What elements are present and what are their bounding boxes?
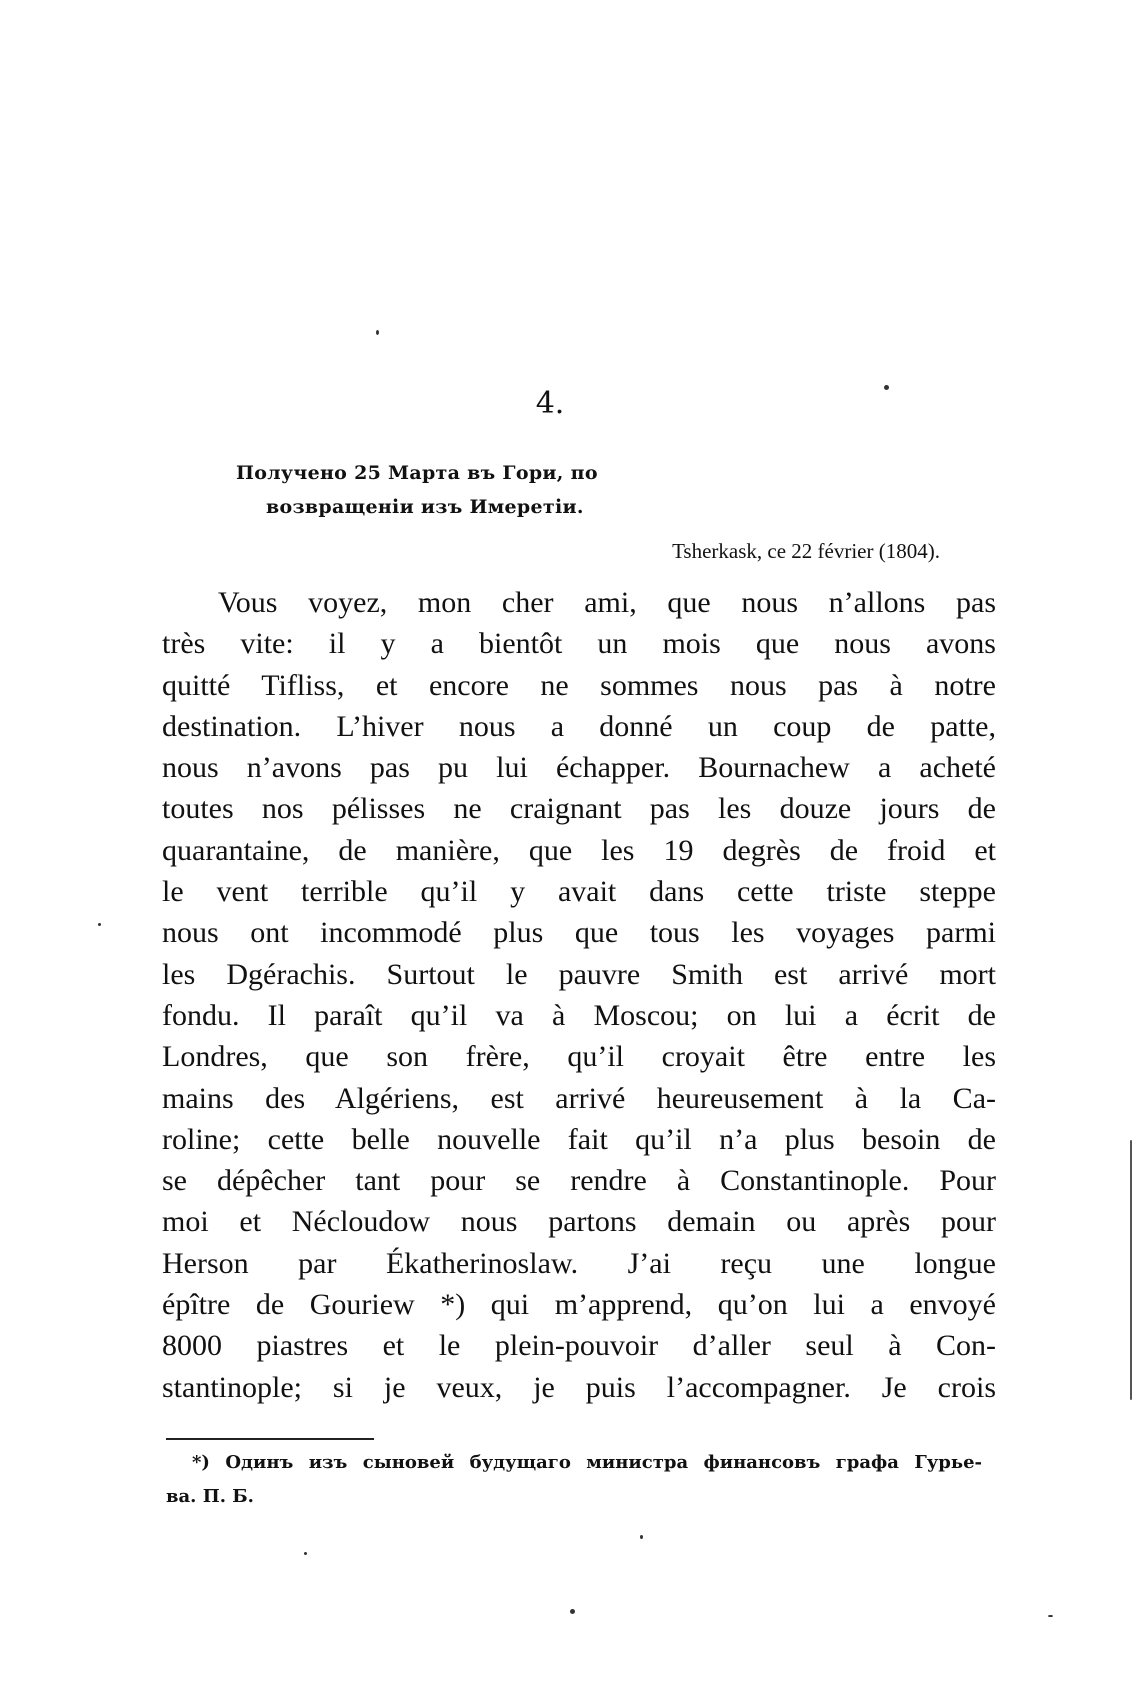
body-line: stantinople; si je veux, je puis l’accompagner. Je crois	[162, 1370, 996, 1404]
body-line: moi et Nécloudow nous partons demain ou après pour	[162, 1205, 996, 1239]
body-line: nous n’avons pas pu lui échapper. Bournachew a acheté	[162, 751, 996, 785]
footnote-divider	[166, 1438, 374, 1440]
body-line: les Dgérachis. Surtout le pauvre Smith est arrivé mort	[162, 957, 996, 991]
body-line: fondu. Il paraît qu’il va à Moscou; on lui a écrit de	[162, 998, 996, 1032]
body-line: Londres, que son frère, qu’il croyait être entre les	[162, 1040, 996, 1074]
scan-speck	[884, 385, 889, 390]
scan-speck	[640, 1535, 643, 1539]
scan-speck	[304, 1552, 307, 1555]
body-line: très vite: il y a bientôt un mois que nous avons	[162, 627, 996, 661]
body-line: quitté Tifliss, et encore ne sommes nous pas à notre	[162, 668, 996, 702]
body-line: épître de Gouriew *) qui m’apprend, qu’on lui a envoyé	[162, 1288, 996, 1322]
body-line: roline; cette belle nouvelle fait qu’il n’a plus besoin de	[162, 1122, 996, 1156]
scan-speck	[98, 923, 101, 926]
received-note-line-2: возвращеніи изъ Имеретіи.	[266, 496, 584, 518]
body-line: se dépêcher tant pour se rendre à Constantinople. Pour	[162, 1164, 996, 1198]
letter-number: 4.	[535, 386, 565, 421]
body-line: le vent terrible qu’il y avait dans cette triste steppe	[162, 875, 996, 909]
dateline: Tsherkask, ce 22 février (1804).	[672, 539, 940, 563]
received-note-line-1: Получено 25 Марта въ Гори, по	[236, 462, 598, 484]
scan-speck	[1048, 1615, 1053, 1617]
scan-speck	[1130, 1140, 1132, 1400]
footnote	[166, 1446, 982, 1514]
body-line: Vous voyez, mon cher ami, que nous n’allons pas	[218, 586, 996, 619]
body-line: quarantaine, de manière, que les 19 degrès de froid et	[162, 833, 996, 867]
received-note	[236, 456, 676, 524]
body-line: destination. L’hiver nous a donné un coup de patte,	[162, 709, 996, 743]
body-line: Herson par Ékatherinoslaw. J’ai reçu une longue	[162, 1246, 996, 1280]
body-line: nous ont incommodé plus que tous les voyages parmi	[162, 916, 996, 950]
footnote-line: ва. П. Б.	[166, 1486, 254, 1507]
footnote-line: *) Одинъ изъ сыновей будущаго министра финансовъ графа Гурье-	[192, 1452, 982, 1473]
scan-speck	[570, 1609, 575, 1614]
body-line: mains des Algériens, est arrivé heureusement à la Ca-	[162, 1081, 996, 1115]
body-line: 8000 piastres et le plein-pouvoir d’aller seul à Con-	[162, 1329, 996, 1363]
body-line: toutes nos pélisses ne craignant pas les douze jours de	[162, 792, 996, 826]
scan-speck	[376, 330, 379, 335]
letter-body	[162, 582, 996, 1408]
